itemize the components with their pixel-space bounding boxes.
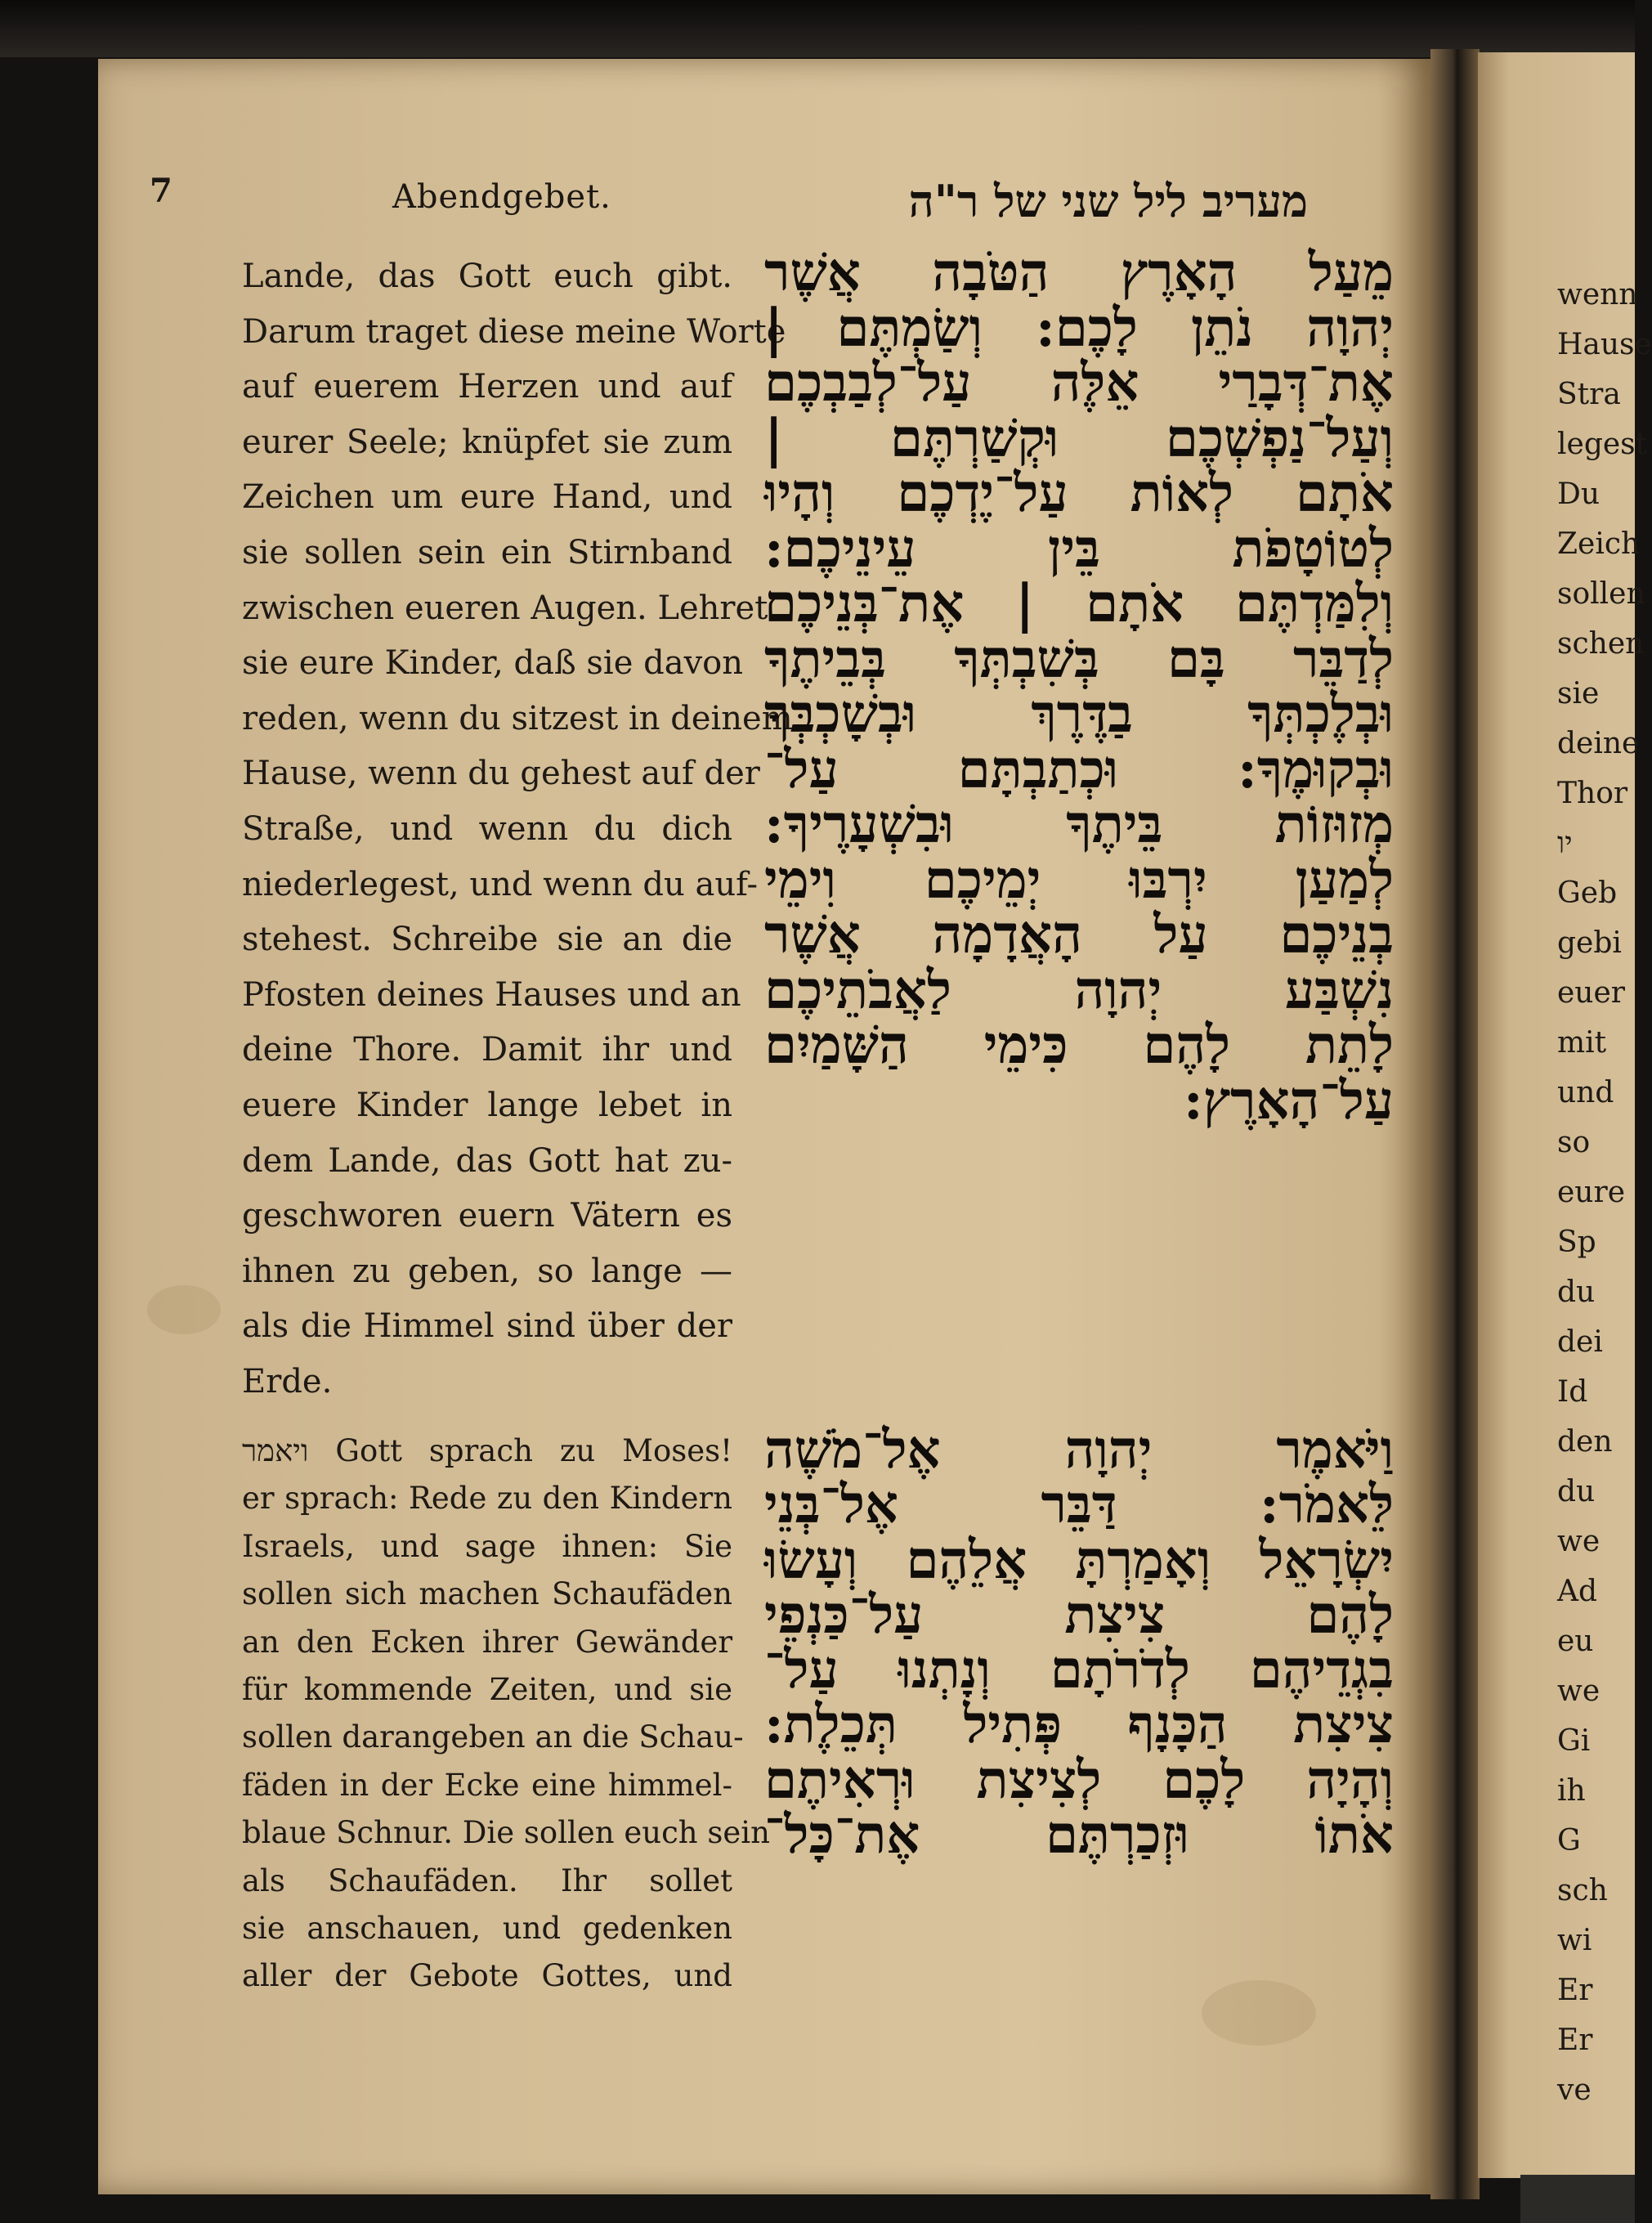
text-line: אֹתָם לְאוֹת עַל־יֶדְכֶם וְהָיוּ	[764, 463, 1394, 524]
fragment-word: eu	[1557, 1625, 1594, 1658]
paper-stain	[147, 1285, 221, 1334]
text-line: אֶת־דְּבָרַי אֵלֶּה עַל־לְבַבְכֶם	[764, 352, 1394, 414]
fragment-word: wenn	[1557, 278, 1638, 311]
text-line: sie eure Kinder, daß sie davon	[242, 644, 744, 683]
fragment-word: Hause	[1557, 328, 1652, 361]
text-line: sie anschauen, und gedenken	[242, 1910, 732, 1946]
paper-stain	[1202, 1980, 1316, 2046]
fragment-word: Zeich	[1557, 527, 1641, 561]
text-line: stehest. Schreibe sie an die	[242, 921, 732, 959]
text-line: deine Thore. Damit ihr und	[242, 1031, 732, 1069]
text-line: יִשְׂרָאֵל וְאָמַרְתָּ אֲלֵהֶם וְעָשׂוּ	[764, 1529, 1394, 1591]
text-line: fäden in der Ecke eine himmel-	[242, 1767, 732, 1803]
fragment-word: sollen	[1557, 577, 1645, 611]
text-line: בִגְדֵיהֶם לְדֹרֹתָם וְנָתְנוּ עַל־	[764, 1639, 1394, 1701]
text-line: לְדַבֵּר בָּם בְּשִׁבְתְּךָ בְּבֵיתֶךָ	[764, 628, 1394, 690]
fragment-word: Er	[1557, 2024, 1593, 2057]
fragment-word: den	[1557, 1425, 1613, 1459]
text-line: וְלִמַּדְתֶּם אֹתָם | אֶת־בְּנֵיכֶם	[764, 573, 1394, 634]
right-page-text-fragment	[1557, 270, 1652, 2115]
text-line: לָתֵת לָהֶם כִּימֵי הַשָּׁמַיִם	[764, 1015, 1394, 1076]
hebrew-column-2	[764, 1419, 1394, 1867]
text-line: Zeichen um eure Hand, und	[242, 478, 732, 517]
fragment-word: Er	[1557, 1974, 1593, 2007]
fragment-word: Thor	[1557, 777, 1628, 810]
text-line: dem Lande, das Gott hat zu-	[242, 1141, 732, 1180]
german-column-2	[242, 1427, 770, 2001]
text-line: er sprach: Rede zu den Kindern	[242, 1481, 732, 1517]
text-line: צִיצִת הַכָּנָף פְּתִיל תְּכֵלֶת:	[764, 1694, 1394, 1756]
fragment-word: G	[1557, 1824, 1581, 1858]
text-line: יְהוָה נֹתֵן לָכֶם: וְשַׂמְתֶּם |	[764, 297, 1394, 359]
fragment-word: eure	[1557, 1176, 1626, 1209]
fragment-word: Gi	[1557, 1724, 1591, 1758]
text-line: aller der Gebote Gottes, und	[242, 1958, 732, 1994]
text-line: sie sollen sein ein Stirnband	[242, 533, 732, 571]
german-column-1	[242, 249, 793, 1410]
text-line: geschworen euern Vätern es	[242, 1197, 732, 1235]
text-line: an den Ecken ihrer Gewänder	[242, 1624, 732, 1660]
fragment-word: du	[1557, 1275, 1596, 1309]
fragment-word: euer	[1557, 976, 1626, 1010]
text-line: ihnen zu geben, so lange —	[242, 1252, 732, 1290]
fragment-word: Stra	[1557, 378, 1621, 411]
text-line: לְמַעַן יִרְבּוּ יְמֵיכֶם וִימֵי	[764, 849, 1394, 911]
fragment-word: we	[1557, 1674, 1601, 1708]
text-line: ויאמר Gott sprach zu Moses!	[242, 1433, 732, 1468]
text-line: מְזוּזוֹת בֵּיתֶךָ וּבִשְׁעָרֶיךָ:	[764, 794, 1394, 855]
binding-corner	[1520, 2175, 1635, 2223]
fragment-word: und	[1557, 1076, 1614, 1109]
text-line: niederlegest, und wenn du auf-	[242, 865, 758, 903]
text-line: Israels, und sage ihnen: Sie	[242, 1528, 732, 1564]
hebrew-column-1	[764, 242, 1394, 1132]
fragment-word: deine	[1557, 727, 1640, 760]
fragment-word: Id	[1557, 1375, 1588, 1409]
text-line: Lande, das Gott euch gibt.	[242, 258, 732, 295]
fragment-word: mit	[1557, 1026, 1607, 1060]
text-line: וְהָיָה לָכֶם לְצִיצִת וּרְאִיתֶם	[764, 1749, 1394, 1811]
text-line: blaue Schnur. Die sollen euch sein	[242, 1815, 770, 1851]
text-line: לָהֶם צִיצִת עַל־כַּנְפֵי	[764, 1584, 1394, 1646]
fragment-word: schen	[1557, 627, 1645, 661]
text-line: für kommende Zeiten, und sie	[242, 1671, 732, 1707]
text-line: Straße, und wenn du dich	[242, 809, 732, 848]
fragment-word: wi	[1557, 1924, 1592, 1957]
text-line: מֵעַל הָאָרֶץ הַטֹּבָה אֲשֶׁר	[764, 242, 1394, 303]
text-line: sollen darangeben an die Schau-	[242, 1719, 744, 1755]
fragment-word: legest	[1557, 428, 1648, 461]
text-line: לֵּאמֹר: דַּבֵּר אֶל־בְּנֵי	[764, 1474, 1394, 1536]
text-line: וּבְלֶכְתְּךָ בַדֶּרֶךְ וּבְשָׁכְבְּךָ	[764, 683, 1394, 745]
fragment-word: we	[1557, 1525, 1601, 1558]
text-line: אֹתוֹ וּזְכַרְתֶּם אֶת־כָּל־	[764, 1804, 1394, 1867]
text-line: וְעַל־נַפְשְׁכֶם וּקְשַׁרְתֶּם |	[764, 407, 1394, 469]
fragment-word: Sp	[1557, 1226, 1596, 1259]
fragment-word: so	[1557, 1126, 1591, 1159]
text-line: עַל־הָאָרֶץ:	[1184, 1069, 1394, 1132]
book-gutter	[1430, 49, 1480, 2199]
text-line: als Schaufäden. Ihr sollet	[242, 1862, 732, 1898]
fragment-word: Du	[1557, 477, 1601, 511]
text-line: als die Himmel sind über der	[242, 1307, 732, 1346]
fragment-word: ih	[1557, 1774, 1586, 1808]
scan-edge	[0, 0, 1635, 57]
fragment-word: dei	[1557, 1325, 1603, 1359]
fragment-word: sie	[1557, 677, 1600, 710]
fragment-word: sch	[1557, 1874, 1608, 1907]
text-line: euere Kinder lange lebet in	[242, 1086, 732, 1124]
text-line: Hause, wenn du gehest auf der	[242, 755, 760, 793]
page-number: 7	[150, 172, 172, 210]
fragment-word: gebi	[1557, 926, 1622, 960]
text-line: Darum traget diese meine Worte	[242, 312, 786, 351]
text-line: לְטוֹטָפֹת בֵּין עֵינֵיכֶם:	[764, 518, 1394, 580]
hebrew-running-head: מעריב ליל שני של ר"ה	[908, 175, 1308, 227]
text-line: וּבְקוּמֶךָ: וּכְתַבְתָּם עַל־	[764, 738, 1394, 800]
fragment-word: ve	[1557, 2073, 1592, 2107]
text-line: נִשְׁבַּע יְהוָה לַאֲבֹתֵיכֶם	[764, 959, 1394, 1021]
text-line: eurer Seele; knüpfet sie zum	[242, 423, 732, 461]
fragment-word: יו	[1557, 827, 1573, 860]
text-line: Erde.	[242, 1362, 333, 1401]
text-line: בְנֵיכֶם עַל הָאֲדָמָה אֲשֶׁר	[764, 904, 1394, 966]
text-line: וַיֹּאמֶר יְהוָה אֶל־מֹשֶׁה	[764, 1419, 1394, 1481]
text-line: reden, wenn du sitzest in deinem	[242, 699, 793, 737]
text-line: Pfosten deines Hauses und an	[242, 975, 741, 1014]
running-head: Abendgebet.	[392, 178, 611, 216]
fragment-word: du	[1557, 1475, 1596, 1508]
text-line: zwischen eueren Augen. Lehret	[242, 589, 768, 627]
text-line: auf euerem Herzen und auf	[242, 368, 732, 406]
fragment-word: Geb	[1557, 876, 1618, 910]
text-line: sollen sich machen Schaufäden	[242, 1576, 732, 1612]
fragment-word: Ad	[1557, 1575, 1598, 1608]
